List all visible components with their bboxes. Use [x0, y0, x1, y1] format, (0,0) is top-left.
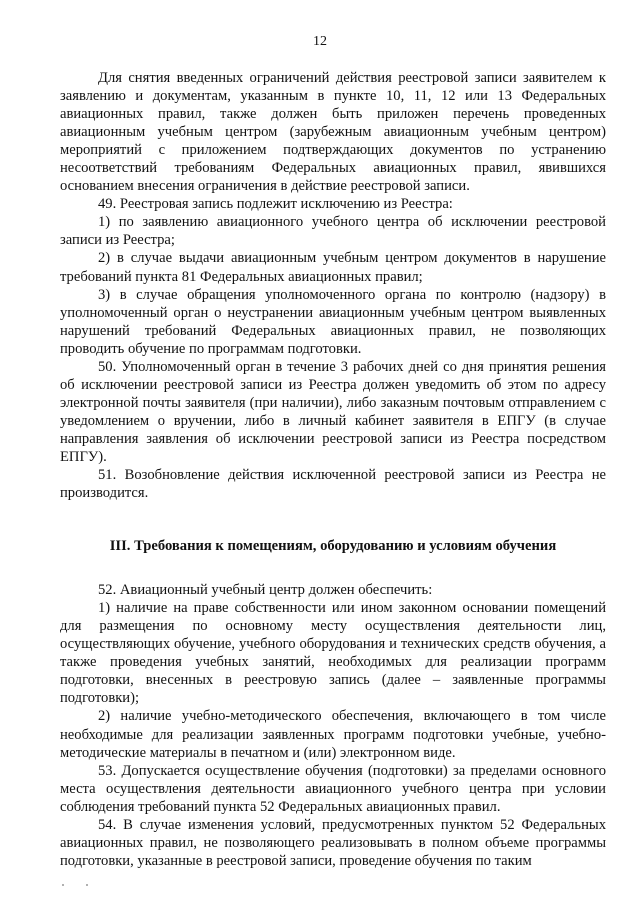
paragraph-restrictions-removal: Для снятия введенных ограничений действия реестровой записи заявителем к заявлению и документам, указанным в пункте 10, 11, 12 или 13 Федеральных авиационных правил, также должен быть приложен перечень проведенных авиационным учебным центром (зарубежным авиационным учебным центром) мероприятий с приложением подтверждающих документов по устранению несоответствий требованиям Федеральных авиационных правил, явившихся основанием внесения ограничения в действие реестровой записи.: [60, 70, 606, 195]
paragraph-49: 49. Реестровая запись подлежит исключению из Реестра:: [98, 196, 453, 213]
paragraph-49-item-3: 3) в случае обращения уполномоченного органа по контролю (надзору) в уполномоченный орган о неустранении авиационным учебным центром выявленных нарушений требований Федеральных авиационных правил, не позволяющих проводить обучение по программам подготовки.: [60, 286, 606, 357]
paragraph-50: 50. Уполномоченный орган в течение 3 рабочих дней со дня принятия решения об исключении реестровой записи из Реестра должен уведомить об этом по адресу электронной почты заявителя (при наличии), либо заказным почтовым отправлением с уведомлением о вручении, либо в личный кабинет заявителя в ЕПГУ (в случае направления заявления об исключении реестровой записи из Реестра посредством ЕПГУ).: [60, 358, 606, 465]
section-spacer: [60, 555, 606, 581]
section-spacer: [60, 502, 606, 537]
paragraph-52-item-2: 2) наличие учебно-методического обеспечения, включающего в том числе необходимые для реализации заявленных программ подготовки учебные, учебно-методические материалы в печатном и (или) электронном виде.: [60, 708, 606, 761]
paragraph-49-item-2: 2) в случае выдачи авиационным учебным центром документов в нарушение требований пункта 81 Федеральных авиационных правил;: [60, 250, 606, 285]
paragraph-54: 54. В случае изменения условий, предусмотренных пунктом 52 Федеральных авиационных правил, не позволяющего реализовывать в полном объеме программы подготовки, указанные в реестровой записи, проведение обучения по таким: [60, 816, 606, 869]
section-heading: III. Требования к помещениям, оборудованию и условиям обучения: [109, 538, 557, 555]
scan-artifact-dot: [62, 884, 64, 886]
paragraph-52: 52. Авиационный учебный центр должен обеспечить:: [98, 582, 433, 599]
document-body: [60, 69, 606, 870]
scan-artifact-dot: [86, 884, 88, 886]
paragraph-51: 51. Возобновление действия исключенной реестровой записи из Реестра не производится.: [60, 467, 606, 502]
paragraph-52-item-1: 1) наличие на праве собственности или ином законном основании помещений для размещения по основному месту осуществления деятельности лиц, осуществляющих обучение, учебного оборудования и технических средств обучения, а также проведения учебных занятий, необходимых для реализации программ подготовки, внесенных в реестровую запись (далее – заявленные программы подготовки);: [60, 600, 606, 707]
paragraph-49-item-1: 1) по заявлению авиационного учебного центра об исключении реестровой записи из Реестра;: [60, 214, 606, 249]
paragraph-53: 53. Допускается осуществление обучения (подготовки) за пределами основного места осуществления деятельности авиационного учебного центра при условии соблюдения требований пункта 52 Федеральных авиационных правил.: [60, 762, 606, 815]
page-number: 12: [313, 34, 327, 49]
